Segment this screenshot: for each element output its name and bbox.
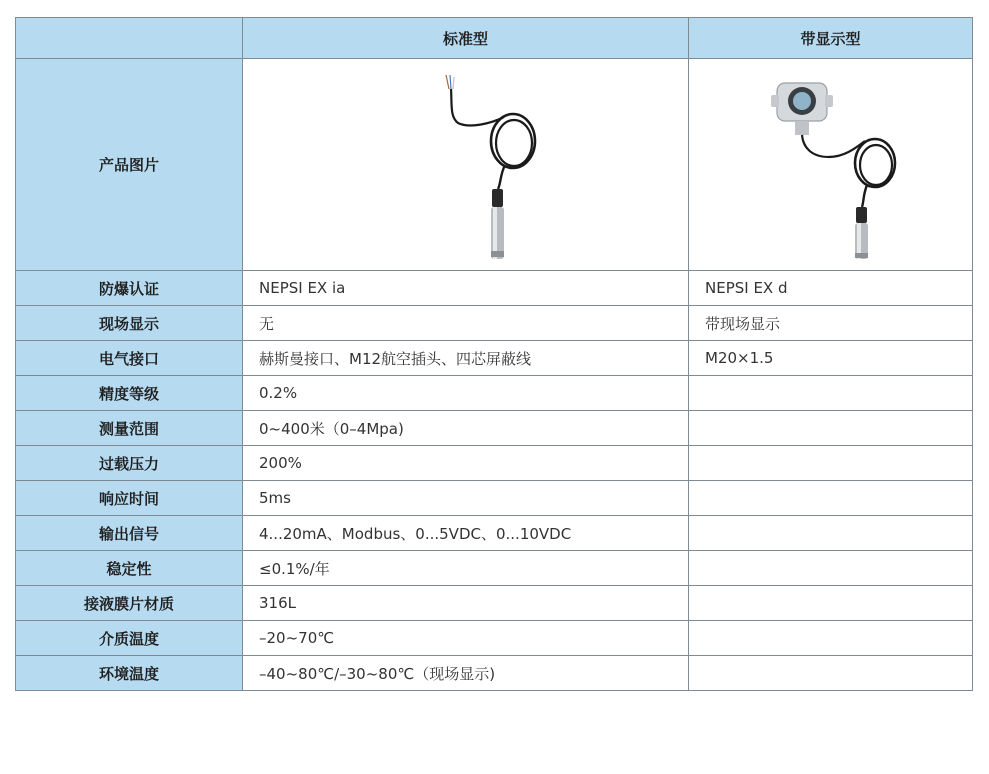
table-row (16, 376, 973, 411)
row-label: 精度等级 (16, 376, 243, 411)
table-row (16, 411, 973, 446)
table-row (16, 481, 973, 516)
standard-value: ≤0.1%/年 (243, 551, 689, 586)
display-value (689, 656, 973, 691)
display-level-transmitter-image (689, 59, 973, 271)
standard-value: 无 (243, 306, 689, 341)
table-row (16, 341, 973, 376)
standard-level-transmitter-image (243, 59, 689, 271)
display-transmitter-image (739, 65, 939, 265)
row-label: 产品图片 (16, 59, 243, 271)
display-value (689, 586, 973, 621)
table-row (16, 516, 973, 551)
row-label: 介质温度 (16, 621, 243, 656)
standard-value: 200% (243, 446, 689, 481)
display-value (689, 411, 973, 446)
standard-value: NEPSI EX ia (243, 271, 689, 306)
display-value: NEPSI EX d (689, 271, 973, 306)
standard-value: –40~80℃/–30~80℃（现场显示) (243, 656, 689, 691)
display-value (689, 446, 973, 481)
header-standard-type: 标准型 (243, 18, 689, 59)
display-value (689, 376, 973, 411)
row-label: 防爆认证 (16, 271, 243, 306)
row-label: 响应时间 (16, 481, 243, 516)
display-value (689, 481, 973, 516)
row-label: 现场显示 (16, 306, 243, 341)
standard-transmitter-image (374, 65, 574, 265)
row-label: 接液膜片材质 (16, 586, 243, 621)
display-value (689, 516, 973, 551)
display-value (689, 621, 973, 656)
table-row (16, 656, 973, 691)
table-row (16, 621, 973, 656)
row-label: 电气接口 (16, 341, 243, 376)
table-row (16, 446, 973, 481)
standard-value: 4...20mA、Modbus、0...5VDC、0...10VDC (243, 516, 689, 551)
spec-table (15, 17, 973, 691)
table-row-product-image (16, 59, 973, 271)
table-row (16, 586, 973, 621)
display-value: M20×1.5 (689, 341, 973, 376)
row-label: 环境温度 (16, 656, 243, 691)
row-label: 过载压力 (16, 446, 243, 481)
row-label: 测量范围 (16, 411, 243, 446)
row-label: 输出信号 (16, 516, 243, 551)
standard-value: –20~70℃ (243, 621, 689, 656)
table-header (16, 18, 973, 59)
standard-value: 316L (243, 586, 689, 621)
row-label: 稳定性 (16, 551, 243, 586)
standard-value: 0.2% (243, 376, 689, 411)
header-display-type: 带显示型 (689, 18, 973, 59)
table-row (16, 271, 973, 306)
display-value (689, 551, 973, 586)
standard-value: 赫斯曼接口、M12航空插头、四芯屏蔽线 (243, 341, 689, 376)
standard-value: 5ms (243, 481, 689, 516)
table-row (16, 306, 973, 341)
display-value: 带现场显示 (689, 306, 973, 341)
standard-value: 0~400米（0–4Mpa) (243, 411, 689, 446)
header-corner-cell (16, 18, 243, 59)
table-row (16, 551, 973, 586)
